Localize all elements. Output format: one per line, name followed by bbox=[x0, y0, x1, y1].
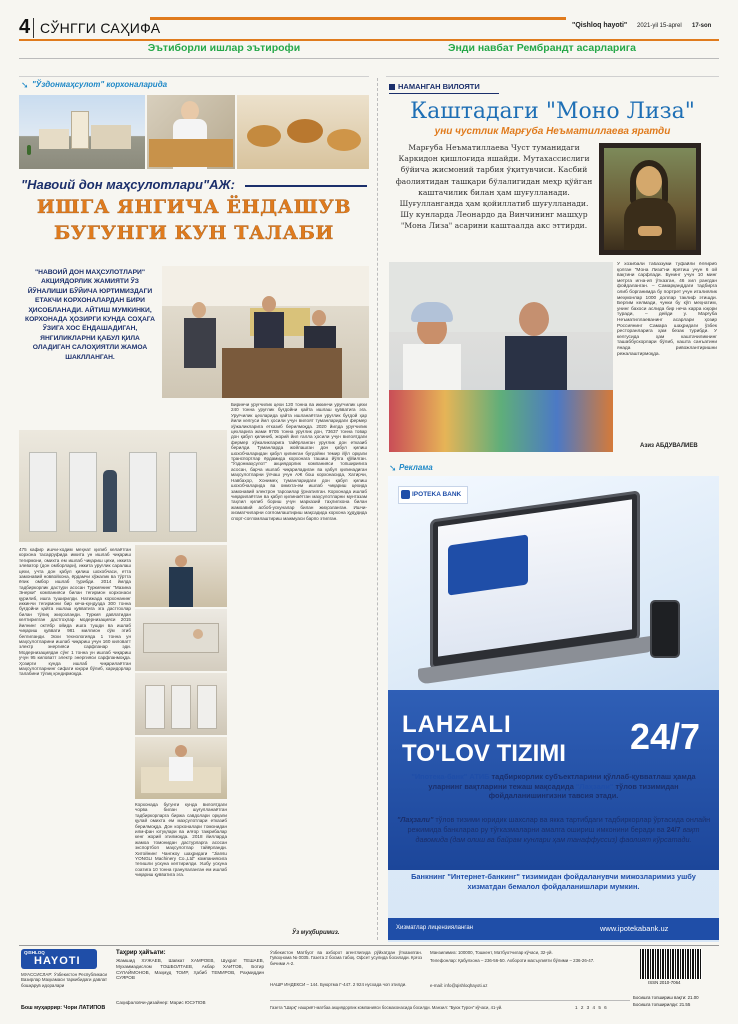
company-name: "Навоий дон маҳсулотлари"АЖ: bbox=[21, 177, 235, 192]
mill-machinery-photo bbox=[19, 430, 227, 542]
right-side-text: У хозибали табаззуми туфайли ёлғириб қолган "Мона Лиза"ни ярятиш учун 6 ой вақтини сарфлади. Бунинг учун 10 минг метрга игна-ип ўтказган, 46 хил рангдан фойдаланган. – Самарқанддаги тадбирга олиб борганимда бу портрет учун италиялик меҳмонлар 1000 доллар таклиф этишди. Бергим келмади, чунки бу кўп меҳнатим, унинг бахоси аслида бир неча карра юқори туради, – дейди у. Марғуба Неъматиллаеванинг асарлари ҳозир Россиянинг Самара шаҳридаги ўзбек ресторанларига ҳам безак турибди. У келгусида ҳам каштачиликнинг ташаббускорлари бўлиб, кашта санъатини янада ривожлантиришни режалаштирмоқда. bbox=[617, 262, 717, 357]
ad-url[interactable]: www.ipotekabank.uz bbox=[600, 924, 669, 933]
ad-paragraph-3 bbox=[396, 872, 711, 892]
footer-rule bbox=[19, 945, 719, 946]
phone-illustration bbox=[650, 600, 680, 658]
ad-p1-end: тўлов тизимидан фойдаланишингизни тавсия этади. bbox=[488, 781, 679, 801]
ad-paragraph-1 bbox=[396, 772, 711, 801]
ad-p3-pre: Банкнинг bbox=[411, 872, 446, 881]
ad-title-2: TO'LOV TIZIMI bbox=[402, 740, 566, 767]
footer-email[interactable]: e-mail: info@qishloqhayoti.uz bbox=[430, 983, 488, 988]
footer-address: Манзилимиз: 100000, Тошкент, Матбуотчилар кўчаси, 32-уй. bbox=[430, 950, 553, 955]
article-author: Азиз АБДУВАЛИЕВ bbox=[640, 443, 698, 449]
left-heading: Эътиборли ишлар эътирофи bbox=[147, 42, 301, 54]
footer-issn: ISSN 2010-7064 bbox=[648, 980, 681, 985]
ad-p1-text: тадбиркорлик субъектларини қўллаб-қувватлаш ҳамда уларнинг вақтларини тежаш мақсадида bbox=[428, 772, 696, 791]
company-rule bbox=[245, 185, 367, 187]
issue-number: 17-son bbox=[692, 23, 712, 29]
footer-registration: Ўзбекистон Матбуот ва ахборот агентлигида рўйхатдан ўтказилган. Гувоҳнома № 0035. Газета 2 босма табоқ. Офсет усулида босилади. Қоғоз бичими А-2. bbox=[270, 950, 422, 966]
equipment-photo bbox=[135, 673, 227, 735]
article-lead-right: Марғуба Неъматиллаева Чуст туманидаги Каркидон қишлоғида яшайди. Мутахассислиги бўйича жисмоний тарбия ўқитувчиси. Касбий фаолиятидан ташқари бўлалигидан меҳр қўйган каштачилик билан ҳам шуғулланади. Шуғулланганда ҳам қойиллатиб шуғулланади. Шу кунларда Леонардо да Винчининг машҳур "Мона Лиза" асарини каштаалда акс эттирди. bbox=[395, 143, 593, 231]
article-signature: Ўз муҳбиримиз. bbox=[292, 930, 340, 936]
article-lead: "НАВОИЙ ДОН МАҲСУЛОТЛАРИ" АКЦИЯДОРЛИК ЖАМИЯТИ ЎЗ ЙЎНАЛИШИ БЎЙИЧА ЮРТИМИЗДАГИ ЕТАКЧИ КОРХОНАЛАРДАН БИРИ ҲИСОБЛАНАДИ. АЙТИШ МУМКИНКИ, КОРХОНАДА ҲОЗИРГИ КУНДА СОҲАГА ЎЗИГА ХОС ЁНДАШАДИГАН, ЯНГИЛИКЛАРНИ ҚАБУЛ ҚИЛА ОЛАДИГАН САЛОҲИЯТЛИ ЖАМОА ШАКЛЛАНГАН. bbox=[25, 269, 155, 361]
ad-p1-highlight: "Лаҳзали" bbox=[575, 781, 614, 791]
factory-building-photo bbox=[19, 95, 145, 169]
ad-p2-highlight: "Лаҳзали" bbox=[396, 815, 434, 824]
heading-rule bbox=[19, 58, 719, 59]
ad-label: Реклама bbox=[399, 463, 433, 472]
production-line-photo bbox=[135, 609, 227, 671]
barcode-icon bbox=[640, 949, 702, 979]
footer-time-value: Босишга топширилди: 21.55 bbox=[633, 1002, 691, 1007]
article-kicker: "Ўздонмаҳсулот" корхоналарида bbox=[32, 80, 168, 89]
ad-p3-highlight: "Интернет-банкинг" bbox=[447, 872, 520, 881]
page-number: 4 bbox=[19, 16, 31, 38]
footer-phones: Телефонлар: Қабулхона – 236-56-50. Ахбороти масъулияти бўлими – 236-26-47. bbox=[430, 958, 595, 963]
region-marker-icon bbox=[389, 84, 395, 90]
footer-bottom-rule bbox=[270, 1000, 630, 1001]
ad-paragraph-2 bbox=[396, 815, 711, 844]
left-column-3: Биринчи уруғчилик цехи 120 тонна ва иккинчи уруғчилик цехи 240 тонна уруғлик буғдойни қайта ишлаш қувватига эга. Уруғчилик цехларида қайта ишланаётган уруғлик буғдой ҳар йили келгуси йил ҳосили учун вилоят туманларидаги фермер хўжаликларига етказиб берилмоқда. 2020 йилда уруғчилик цехларига жами 9705 тонна уруғлик дон, 73637 тонна товар дон қабул қилиниб, жорий йил ғалла ҳосили учун вилоятдаги фермер хўжаликларига тайёрланган уруғлик дон етказиб берилди. Туманларда жойлашган дон қабул қилиш шохобчаларидан қабул қилинган буғдойни темир йўл орқали транспортлар ёрдамида корхонага ташиш йўлга қўйилган. "Ўздонмаҳсулот" акциядорлик компанияси топшириғига асосан, барча ишлаб чиқариладиган ва қабул қилинадиган маҳсулотларни ўлчаш учун АЖ бош корхонасида, Хатирчи, Навбаҳор, Хонимеҳ туманларидаги дон қабул қилиш шохобчаларида ва омихта-ем ишлаб чиқариш цехида замонавий электрон тарозилар ўрнатилган. Корхонада ишлаб чиқарилаётган ва қабул қилинаётган маҳсулотларни мунтазам таҳлил қилиб бориш учун марказий таҳлилхона билан жамоавий асбоб-ускуналар билан жиҳозланган. Ишчи-хизматчиларни соғломлаштириш мақсадида корхона ҳудудида спорт-соғломлаштириш мажмуаси барпо этилган. bbox=[231, 402, 367, 521]
footer-staff: Жамшид ХУЖАЕВ, Шавкат ХАМРОЕВ, Шуҳрат ТЕШАЕВ, Мухаммадислом ТОШБОЛТАЕВ, Акбар ХАИТОВ, Ботир СУЛАЙМОНОВ, Маҳмуд ТОИР, Ҳабиб ТЕМИРОВ, Раҳмиддин СУЯРОВ bbox=[116, 958, 264, 981]
ad-label-icon: ➘ bbox=[389, 463, 397, 473]
ad-title-1: LAHZALI bbox=[402, 711, 512, 738]
header-rule bbox=[19, 39, 719, 41]
headline-line-2: БУГУНГИ КУН ТАЛАБИ bbox=[54, 222, 334, 244]
ad-bank-ref: "Ипотека-банк" АТИБ bbox=[411, 772, 490, 781]
footer-logo-top: QISHLOQ bbox=[24, 950, 45, 955]
embroidery-artist-photo bbox=[389, 262, 613, 452]
ad-p2-end: вақт давомида (дам олиш ва байрам кунлари ҳам танаффуссиз) фаолият кўрсатади. bbox=[415, 824, 700, 844]
footer-time-label: Босишга топшириш вақти: 21.00 bbox=[633, 995, 699, 1000]
footer-index: НАШР ИНДЕКСИ – 144. Буюртма Г-447. 2 924 нусхада чоп этилди. bbox=[270, 982, 407, 987]
worker-photo bbox=[135, 545, 227, 607]
header-divider bbox=[33, 18, 34, 38]
bread-photo bbox=[237, 95, 369, 169]
footer-logo-bottom: HAYOTI bbox=[34, 955, 81, 967]
footer-founders: МУАССИСЛАР: Ўзбекистон Республикаси Вазирлар Маҳкамаси таркибидаги давлат бошқарув идоралари bbox=[21, 972, 107, 988]
bank-name: IPOTEKA BANK bbox=[412, 491, 462, 498]
footer-staff-title: Таҳрир ҳайъати: bbox=[116, 950, 166, 956]
article-subtitle: уни чустлик Марғуба Неъматиллаева яратди bbox=[434, 126, 671, 137]
mona-lisa-embroidery-photo bbox=[599, 143, 701, 255]
bank-logo-icon bbox=[401, 490, 410, 499]
newspaper-name: "Qishloq hayoti" bbox=[572, 22, 628, 29]
section-title: СЎНГГИ САҲИФА bbox=[40, 20, 161, 36]
headline-line-1: ИШГА ЯНГИЧА ЁНДАШУВ bbox=[36, 196, 352, 218]
baker-photo bbox=[147, 95, 235, 169]
header-top-rule bbox=[150, 17, 566, 20]
ad-badge: 24/7 bbox=[630, 716, 701, 757]
footer-designer: Саҳифаловчи-дизайнер: Марис ЮСУПОВ bbox=[116, 1000, 206, 1005]
ad-p3-text: тизимидан фойдаланувчи мижозларимиз ушбу хизматдан бемалол фойдаланишлари мумкин. bbox=[467, 872, 696, 891]
region-rule bbox=[389, 93, 499, 94]
issue-date: 2021-yil 15-aprel bbox=[637, 23, 682, 29]
arrow-icon: ➘ bbox=[21, 80, 29, 90]
ad-p2-text: тўлов тизими юридик шахслар ва якка тартибдаги тадбиркорлар ўртасида онлайн режимида банкларао ру тўгказмаларни амалга ошириш имконини беради ва bbox=[407, 815, 711, 834]
ad-license: Хизматлар лицензияланган bbox=[396, 925, 473, 931]
meeting-photo bbox=[162, 266, 369, 398]
footer-printed: Газета "Шарқ" нашриёт-матбаа акциядорлик компанияси босмахонасида босилди. Манзил: "Буюк Турон" кўчаси, 41-уй. bbox=[270, 1005, 503, 1010]
ad-p2-bold: 24/7 bbox=[666, 824, 681, 834]
region-label: НАМАНГАН ВИЛОЯТИ bbox=[398, 82, 480, 91]
packing-photo bbox=[135, 737, 227, 799]
left-column-1: 475 кафир ишчи-ходим меҳнат қилиб келаётган корхона тасарруфида иккита ун ишлаб чиқариш тегирмони, омихта ем ишлаб чиқариш цехи, иккита элеватор (дон омборлари), иккита уруғлик саралаш цехи, учта дон қабул қилиш шохобчаси, етта замонавий новвойхона, ёрдамчи хўжалик ва тўртта ёпик омбор ишлаб турибди. 2014 йилда тадбиркорлик дастури асосан Туркиянинг "Мазина Энерки" компанияси билан тегирмон корхонаси қурилиб, ишга туширилди. Натижада корхонанинг иккинчи тегирмони бир кеча-кундузда 300 тонна буғдойни қайта ишлаш қувватига эга дастгохлар билан тўлиқ жиҳозланди. Туркия давлатидан келтирилган дастгоҳлар модернизацияси 2015 йилнинг октябр ойида ишга тушди ва ишлаб чиқариш қуввати 981 миллион сўм этиб белгиланди. Эски технологияда 1 тонна ун маҳсулотларини ишлаб чиқариш учун 160 киловатт электр энергияси сарфланар эди. Модернизациядан сўнг 1 тонна ун ишлаб чиқариш учун 95 киловатт электр энергияси сарфланмоқда. Ҳозирги кунда ишлаб чиқарилаётган маҳсулотларнинг сифати юқори бўлиб, харидорлар талабини тўлиқ қондирмоқда. bbox=[19, 547, 131, 677]
article-title: Каштадаги "Моно Лиза" bbox=[410, 99, 695, 124]
footer-editor: Бош муҳаррир: Чори ЛАТИПОВ bbox=[21, 1005, 106, 1011]
footer-numbers: 1 2 3 4 5 6 bbox=[575, 1005, 608, 1010]
column-divider bbox=[377, 78, 378, 940]
left-column-2: Корхонада бугунги кунда вилоятдаги чорва билан шуғулланаётган тадбиркорларга биржа савдолари орқали қулай омихта ем маҳсулотлари етказиб берилмоқда. Дон корхоналари томонидан илм-фан ютуқлари ва илғор тажрибалар кенг жорий этилмоқда. 2018 йилларда жамоа томонидан дастурларга асосан экспортбоп маҳсулотлар тайёрланди. Хитойнинг Чангжоу шаҳридаги "Jiansu YONGLI Machinery Co.,Ltd" компаниясига тегишли ускуна келтирилди. Ушбу ускуна соатига 10 тонна гранулаланган ем ишлаб чиқариш қувватига эга. bbox=[135, 802, 227, 878]
right-heading: Энди навбат Рембрандт асарларига bbox=[447, 42, 636, 54]
